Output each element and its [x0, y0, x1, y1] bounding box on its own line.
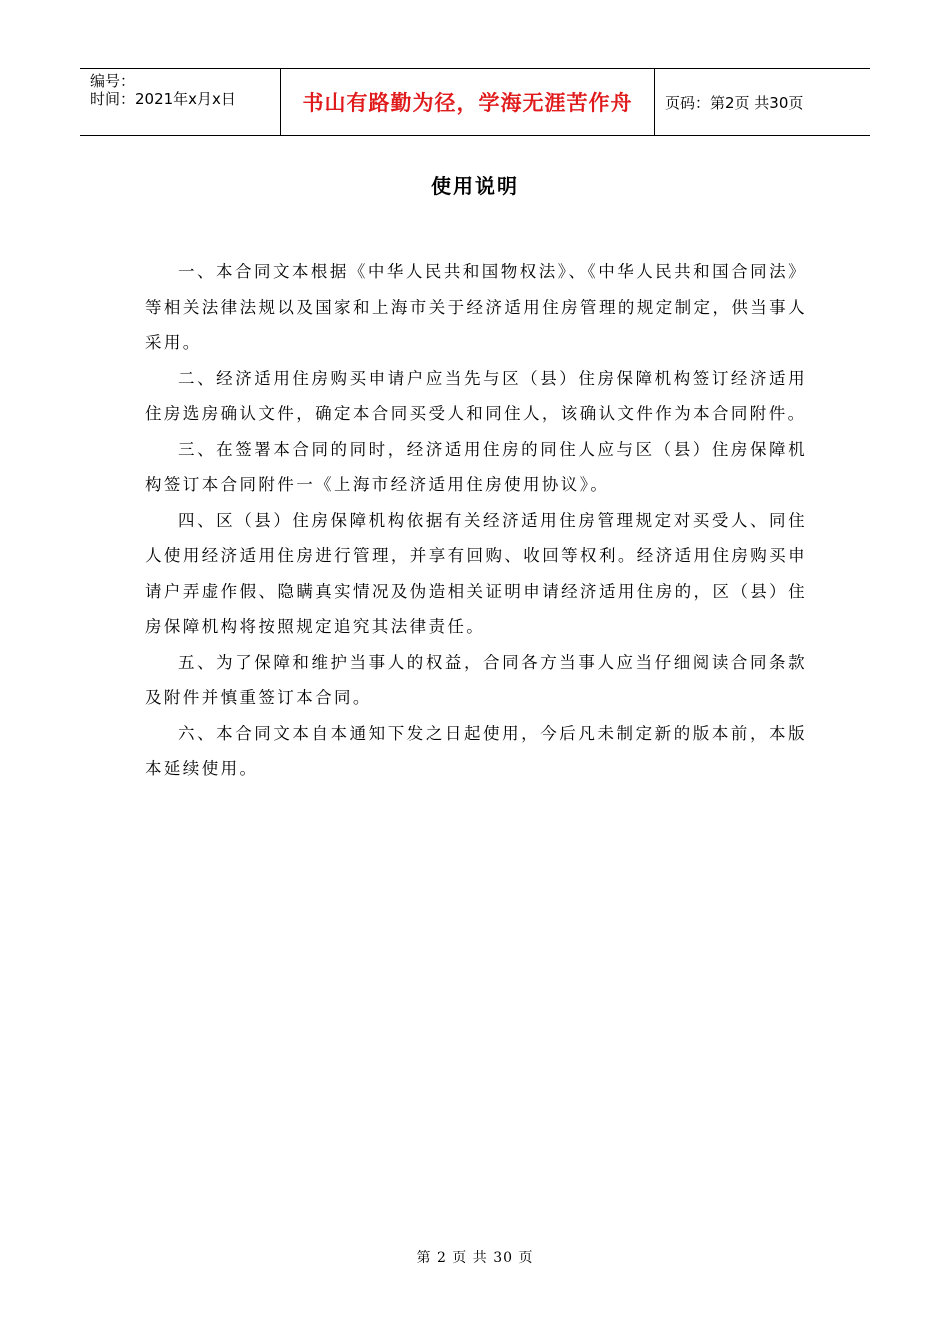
paragraph-1: 一、本合同文本根据《中华人民共和国物权法》、《中华人民共和国合同法》等相关法律法规以及国家和上海市关于经济适用住房管理的规定制定，供当事人采用。	[145, 262, 807, 352]
paragraph-2: 二、经济适用住房购买申请户应当先与区（县）住房保障机构签订经济适用住房选房确认文件，确定本合同买受人和同住人，该确认文件作为本合同附件。	[145, 368, 807, 423]
document-title: 使用说明	[431, 174, 519, 198]
paragraph-3: 三、在签署本合同的同时，经济适用住房的同住人应与区（县）住房保障机构签订本合同附件一《上海市经济适用住房使用协议》。	[145, 439, 807, 494]
document-number-label: 编号：	[90, 72, 136, 90]
paragraph-4: 四、区（县）住房保障机构依据有关经济适用住房管理规定对买受人、同住人使用经济适用住房进行管理，并享有回购、收回等权利。经济适用住房购买申请户弄虚作假、隐瞒真实情况及伪造相关证明申请经济适用住房的，区（县）住房保障机构将按照规定追究其法律责任。	[145, 510, 807, 636]
header-meta	[80, 69, 281, 135]
page-footer: 第 2 页 共 30 页	[416, 1250, 534, 1266]
paragraph-5: 五、为了保障和维护当事人的权益，合同各方当事人应当仔细阅读合同条款及附件并慎重签订本合同。	[145, 652, 807, 707]
document-time: 时间：2021年x月x日	[90, 90, 236, 108]
page-header	[80, 68, 870, 136]
header-page-info: 页码：第2页 共30页	[665, 93, 804, 112]
document-body	[145, 254, 807, 787]
paragraph-6: 六、本合同文本自本通知下发之日起使用，今后凡未制定新的版本前，本版本延续使用。	[145, 723, 807, 778]
header-motto: 书山有路勤为径，学海无涯苦作舟	[281, 69, 655, 135]
